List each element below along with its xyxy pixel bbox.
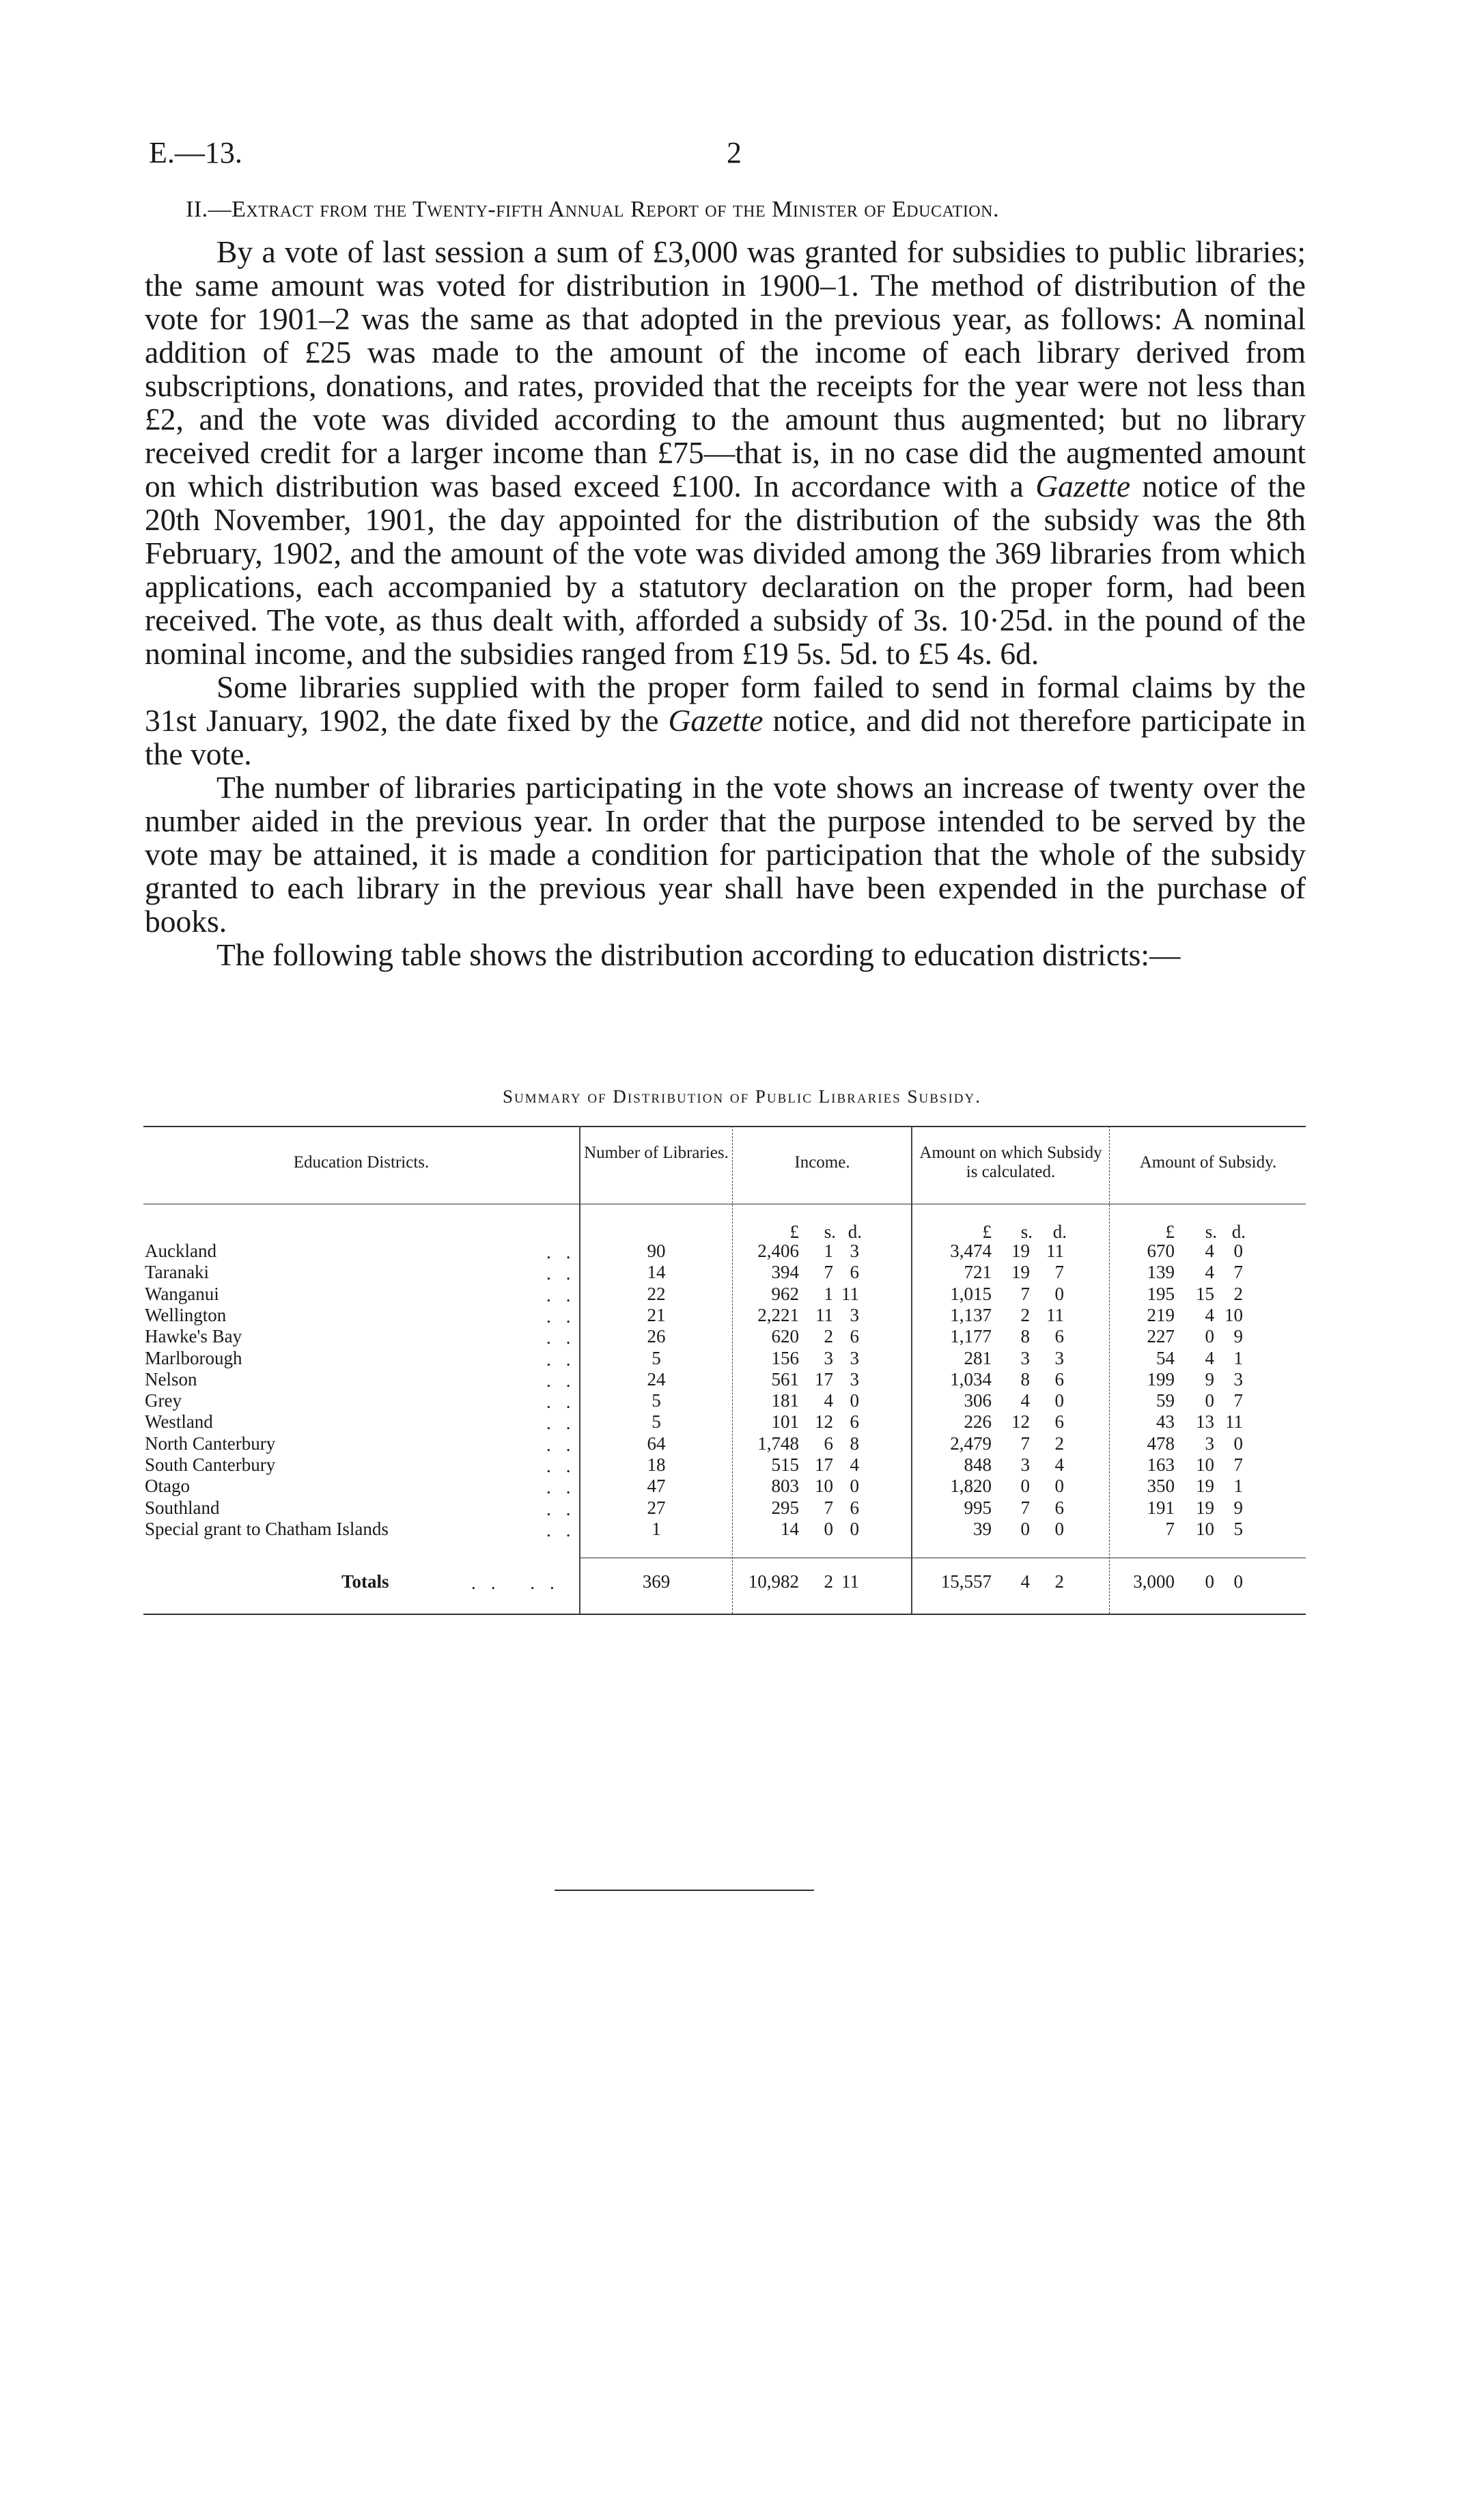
income-value: 156: [771, 1348, 799, 1368]
calc-value: 3: [1054, 1348, 1064, 1368]
subsidy-value: 7: [1165, 1519, 1175, 1539]
subsidy-value: 1: [1233, 1348, 1243, 1368]
column-divider: [1109, 1126, 1110, 1614]
subsidy-value: 0: [1233, 1433, 1243, 1454]
pence-unit: d.: [848, 1221, 862, 1242]
leader-dots: ..: [546, 1520, 586, 1540]
subsidy-value: 4: [1205, 1305, 1214, 1325]
totals-calc-value: 15,557: [940, 1571, 992, 1592]
subsidy-value: 670: [1147, 1241, 1175, 1261]
income-value: 0: [824, 1519, 833, 1539]
income-value: 11: [841, 1284, 859, 1304]
totals-subsidy-value: 0: [1233, 1571, 1243, 1592]
table-title: Summary of Distribution of Public Libraries Subsidy.: [502, 1086, 981, 1107]
calc-value: 6: [1054, 1326, 1064, 1346]
income-value: 3: [850, 1348, 859, 1368]
calc-value: 19: [1011, 1262, 1030, 1282]
district-name: Auckland: [145, 1241, 216, 1261]
leader-dots: .. ..: [471, 1573, 570, 1593]
subsidy-value: 3: [1233, 1369, 1243, 1390]
district-name: Marlborough: [145, 1348, 242, 1368]
column-header-subsidy: Amount of Subsidy.: [1139, 1153, 1277, 1172]
income-value: 6: [850, 1262, 859, 1282]
subsidy-value: 15: [1196, 1284, 1214, 1304]
subsidy-value: 0: [1233, 1241, 1243, 1261]
district-name: South Canterbury: [145, 1454, 276, 1475]
subsidy-value: 2: [1233, 1284, 1243, 1304]
leader-dots: ..: [546, 1349, 586, 1370]
leader-dots: ..: [546, 1413, 586, 1433]
subsidy-value: 7: [1233, 1390, 1243, 1411]
income-value: 394: [771, 1262, 799, 1282]
income-value: 2,406: [757, 1241, 799, 1261]
shilling-unit: s.: [1205, 1221, 1217, 1242]
totals-income-value: 11: [841, 1571, 859, 1592]
calc-value: 1,137: [950, 1305, 992, 1325]
district-name: Otago: [145, 1476, 190, 1496]
calc-value: 8: [1020, 1326, 1030, 1346]
subsidy-value: 219: [1147, 1305, 1175, 1325]
subsidy-value: 4: [1205, 1241, 1214, 1261]
calc-value: 226: [964, 1411, 992, 1432]
library-count: 47: [647, 1476, 666, 1496]
district-name: Nelson: [145, 1369, 197, 1390]
calc-value: 7: [1020, 1284, 1030, 1304]
pound-unit: £: [789, 1221, 799, 1242]
income-value: 2: [824, 1326, 833, 1346]
subsidy-value: 11: [1225, 1411, 1243, 1432]
column-header-number: Number of Libraries.: [584, 1144, 729, 1162]
district-name: Westland: [145, 1411, 213, 1432]
table-top-rule: [143, 1126, 1306, 1127]
income-value: 515: [771, 1454, 799, 1475]
calc-value: 7: [1020, 1433, 1030, 1454]
calc-value: 4: [1054, 1454, 1064, 1475]
calc-value: 0: [1054, 1519, 1064, 1539]
calc-value: 11: [1046, 1305, 1064, 1325]
subsidy-value: 9: [1233, 1326, 1243, 1346]
income-value: 17: [815, 1454, 833, 1475]
income-value: 17: [815, 1369, 833, 1390]
calc-value: 7: [1054, 1262, 1064, 1282]
district-name: Wellington: [145, 1305, 227, 1325]
paragraph-3: [145, 771, 1306, 938]
paragraph-4: [145, 938, 1306, 971]
subsidy-value: 1: [1233, 1476, 1243, 1496]
subsidy-value: 10: [1196, 1454, 1214, 1475]
footer-rule: [555, 1890, 814, 1891]
library-count: 24: [647, 1369, 666, 1390]
subsidy-value: 10: [1224, 1305, 1243, 1325]
subsidy-value: 43: [1156, 1411, 1175, 1432]
income-value: 6: [850, 1497, 859, 1518]
subsidy-value: 163: [1147, 1454, 1175, 1475]
income-value: 101: [771, 1411, 799, 1432]
calc-value: 0: [1054, 1284, 1064, 1304]
subsidy-value: 195: [1147, 1284, 1175, 1304]
subsidy-value: 7: [1233, 1262, 1243, 1282]
income-value: 181: [771, 1390, 799, 1411]
pound-unit: £: [1165, 1221, 1175, 1242]
subsidy-value: 13: [1196, 1411, 1214, 1432]
leader-dots: ..: [546, 1392, 586, 1412]
calc-value: 3: [1020, 1454, 1030, 1475]
income-value: 3: [850, 1305, 859, 1325]
calc-value: 2: [1020, 1305, 1030, 1325]
subsidy-value: 10: [1196, 1519, 1214, 1539]
subsidy-value: 9: [1233, 1497, 1243, 1518]
subsidy-value: 4: [1205, 1262, 1214, 1282]
leader-dots: ..: [546, 1370, 586, 1391]
income-value: 1: [824, 1241, 833, 1261]
income-value: 14: [781, 1519, 799, 1539]
library-count: 5: [652, 1390, 661, 1411]
district-name: Wanganui: [145, 1284, 219, 1304]
leader-dots: ..: [546, 1242, 586, 1262]
page-number: 2: [727, 136, 742, 169]
subsidy-value: 4: [1205, 1348, 1214, 1368]
district-name: Grey: [145, 1390, 182, 1411]
leader-dots: ..: [546, 1285, 586, 1305]
totals-subsidy-value: 3,000: [1133, 1571, 1175, 1592]
library-count: 27: [647, 1497, 666, 1518]
income-value: 3: [850, 1241, 859, 1261]
paragraph-text: Some libraries supplied with the proper form failed to send in formal claims by the 31st January, 1902, the date fixed by the: [145, 669, 1306, 738]
subsidy-value: 227: [1147, 1326, 1175, 1346]
calc-value: 6: [1054, 1411, 1064, 1432]
income-value: 6: [850, 1326, 859, 1346]
income-value: 6: [824, 1433, 833, 1454]
paragraph-text: By a vote of last session a sum of £3,000 was granted for subsidies to public libraries; the same amount was voted for distribution in 1900–1. The method of distribution of the vote for 1901–2 was the same as that adopted in the previous year, as follows: A nominal addition of £25 was made to the amount of the income of each library derived from subscriptions, donations, and rates, provided that the receipts for the year were not less than £2, and the vote was divided according to the amount thus augmented; but no library received credit for a larger income than £75—that is, in no case did the augmented amount on which distribution was based exceed £100. In accordance with a: [145, 234, 1306, 503]
calc-value: 19: [1011, 1241, 1030, 1261]
library-count: 26: [647, 1326, 666, 1346]
calc-value: 3,474: [950, 1241, 992, 1261]
subsidy-value: 139: [1147, 1262, 1175, 1282]
library-count: 22: [647, 1284, 666, 1304]
library-count: 64: [647, 1433, 666, 1454]
income-value: 7: [824, 1497, 833, 1518]
calc-value: 11: [1046, 1241, 1064, 1261]
income-value: 1: [824, 1284, 833, 1304]
income-value: 4: [850, 1454, 859, 1475]
library-count: 14: [647, 1262, 666, 1282]
income-value: 561: [771, 1369, 799, 1390]
column-header-amount-calc: Amount on which Subsidy is calculated.: [919, 1144, 1102, 1181]
paragraph-2: [145, 670, 1306, 771]
calc-value: 281: [964, 1348, 992, 1368]
calc-value: 1,015: [950, 1284, 992, 1304]
subsidy-value: 199: [1147, 1369, 1175, 1390]
heading-text: Extract from the Twenty-fifth Annual Report of the Minister of Education.: [232, 197, 999, 222]
calc-value: 848: [964, 1454, 992, 1475]
library-count: 1: [652, 1519, 661, 1539]
column-divider: [732, 1126, 733, 1614]
calc-value: 306: [964, 1390, 992, 1411]
calc-value: 8: [1020, 1369, 1030, 1390]
table-bottom-rule: [143, 1614, 1306, 1615]
income-value: 10: [815, 1476, 833, 1496]
subsidy-value: 7: [1233, 1454, 1243, 1475]
leader-dots: ..: [546, 1435, 586, 1455]
paragraph-text: The number of libraries participating in the vote shows an increase of twenty over the number aided in the previous year. In order that the purpose intended to be served by the vote may be attained, it is made a condition for participation that the whole of the subsidy granted to each library in the previous year shall have been expended in the purchase of books.: [145, 770, 1306, 939]
leader-dots: ..: [546, 1327, 586, 1348]
pence-unit: d.: [1231, 1221, 1246, 1242]
leader-dots: ..: [546, 1306, 586, 1327]
calc-value: 0: [1020, 1476, 1030, 1496]
calc-value: 0: [1020, 1519, 1030, 1539]
calc-value: 721: [964, 1262, 992, 1282]
income-value: 0: [850, 1476, 859, 1496]
document-reference: E.—13.: [149, 136, 242, 169]
library-count: 5: [652, 1411, 661, 1432]
totals-count: 369: [642, 1571, 671, 1592]
gazette-italic: Gazette: [668, 703, 764, 738]
income-value: 4: [824, 1390, 833, 1411]
leader-dots: ..: [546, 1456, 586, 1476]
shilling-unit: s.: [1020, 1221, 1033, 1242]
district-name: Taranaki: [145, 1262, 210, 1282]
column-divider: [911, 1126, 912, 1614]
leader-dots: ..: [546, 1263, 586, 1284]
column-header-income: Income.: [794, 1153, 850, 1172]
subsidy-value: 19: [1196, 1476, 1214, 1496]
income-value: 0: [850, 1390, 859, 1411]
income-value: 11: [815, 1305, 833, 1325]
paragraph-1: [145, 235, 1306, 670]
paragraph-text: notice of the 20th November, 1901, the day appointed for the distribution of the subsidy was the 8th February, 1902, and the amount of the vote was divided among the 369 libraries from which applications, each accompanied by a statutory declaration on the proper form, had been received. The vote, as thus dealt with, afforded a subsidy of 3s. 10·25d. in the pound of the nominal income, and the subsidies ranged from £19 5s. 5d. to £5 4s. 6d.: [145, 469, 1306, 671]
district-name: Special grant to Chatham Islands: [145, 1519, 389, 1539]
subsidy-value: 54: [1156, 1348, 1175, 1368]
subsidy-value: 0: [1205, 1326, 1214, 1346]
subsidy-value: 5: [1233, 1519, 1243, 1539]
pence-unit: d.: [1052, 1221, 1067, 1242]
subsidy-value: 3: [1205, 1433, 1214, 1454]
subsidy-value: 191: [1147, 1497, 1175, 1518]
calc-value: 12: [1011, 1411, 1030, 1432]
totals-calc-value: 2: [1054, 1571, 1064, 1592]
totals-label: Totals: [341, 1571, 389, 1592]
income-value: 803: [771, 1476, 799, 1496]
income-value: 8: [850, 1433, 859, 1454]
income-value: 3: [850, 1369, 859, 1390]
income-value: 2,221: [757, 1305, 799, 1325]
paragraph-text: notice, and did not therefore participate in the vote.: [145, 703, 1306, 771]
body-text: [145, 235, 1306, 971]
income-value: 295: [771, 1497, 799, 1518]
calc-value: 2: [1054, 1433, 1064, 1454]
library-count: 90: [647, 1241, 666, 1261]
subsidy-value: 478: [1147, 1433, 1175, 1454]
income-value: 620: [771, 1326, 799, 1346]
income-value: 1,748: [757, 1433, 799, 1454]
income-value: 12: [815, 1411, 833, 1432]
calc-value: 6: [1054, 1369, 1064, 1390]
library-count: 18: [647, 1454, 666, 1475]
column-header-district: Education Districts.: [293, 1153, 430, 1172]
calc-value: 7: [1020, 1497, 1030, 1518]
totals-income-value: 10,982: [748, 1571, 799, 1592]
leader-dots: ..: [546, 1499, 586, 1519]
calc-value: 6: [1054, 1497, 1064, 1518]
calc-value: 0: [1054, 1476, 1064, 1496]
paragraph-text: The following table shows the distribution according to education districts:—: [216, 937, 1181, 972]
income-value: 7: [824, 1262, 833, 1282]
subsidy-value: 0: [1205, 1390, 1214, 1411]
calc-value: 1,177: [950, 1326, 992, 1346]
totals-subsidy-value: 0: [1205, 1571, 1214, 1592]
income-value: 0: [850, 1519, 859, 1539]
calc-value: 0: [1054, 1390, 1064, 1411]
leader-dots: ..: [546, 1477, 586, 1497]
library-count: 21: [647, 1305, 666, 1325]
income-value: 6: [850, 1411, 859, 1432]
shilling-unit: s.: [824, 1221, 836, 1242]
subsidy-value: 350: [1147, 1476, 1175, 1496]
calc-value: 1,034: [950, 1369, 992, 1390]
calc-value: 995: [964, 1497, 992, 1518]
subsidy-value: 59: [1156, 1390, 1175, 1411]
subsidy-value: 9: [1205, 1369, 1214, 1390]
district-name: North Canterbury: [145, 1433, 276, 1454]
calc-value: 39: [973, 1519, 992, 1539]
totals-income-value: 2: [824, 1571, 833, 1592]
calc-value: 4: [1020, 1390, 1030, 1411]
district-name: Hawke's Bay: [145, 1326, 242, 1346]
totals-calc-value: 4: [1020, 1571, 1030, 1592]
income-value: 962: [771, 1284, 799, 1304]
heading-prefix: II.—: [186, 197, 232, 222]
section-heading: [186, 197, 999, 223]
pound-unit: £: [982, 1221, 992, 1242]
calc-value: 1,820: [950, 1476, 992, 1496]
calc-value: 3: [1020, 1348, 1030, 1368]
district-name: Southland: [145, 1497, 220, 1518]
income-value: 3: [824, 1348, 833, 1368]
gazette-italic: Gazette: [1035, 469, 1131, 503]
calc-value: 2,479: [950, 1433, 992, 1454]
library-count: 5: [652, 1348, 661, 1368]
subsidy-value: 19: [1196, 1497, 1214, 1518]
